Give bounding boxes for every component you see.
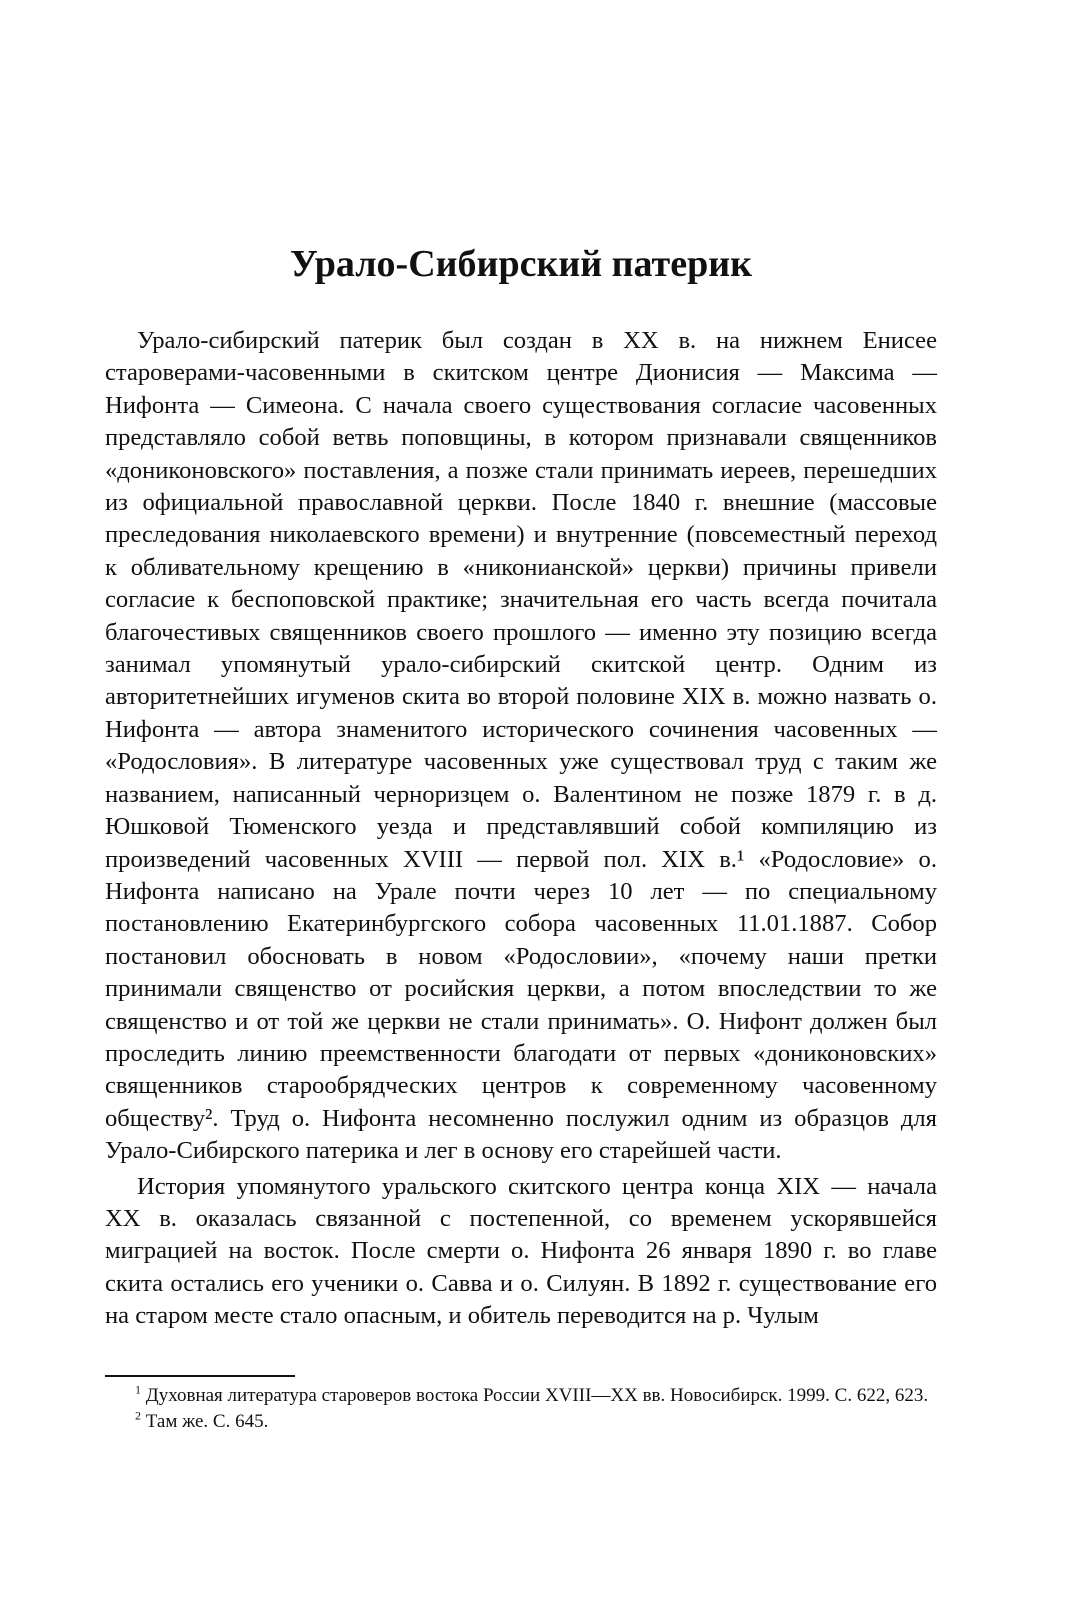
footnote-mark: 1 [135,1382,141,1397]
body-text [105,325,937,1333]
paragraph: История упомянутого уральского скитского центра конца XIX — начала XX в. оказалась связанной с постепенной, со временем ускорявшейся миграцией на восток. После смерти о. Нифонта 26 января 1890 г. во главе скита остались его ученики о. Савва и о. Силуян. В 1892 г. существование его на старом месте стало опасным, и обитель переводится на р. Чулым [105,1172,937,1330]
paragraph: Урало-сибирский патерик был создан в XX в. на нижнем Енисее староверами-часовенными в скитском центре Дионисия — Максима — Нифонта — Симеона. С начала своего существования согласие часовенных представляло собой ветвь поповщины, в котором признавали священников «дониконовского» поставления, а позже стали принимать иереев, перешедших из официальной православной церкви. После 1840 г. внешние (массовые преследования николаевского времени) и внутренние (повсеместный переход к обливательному крещению в «никонианской» церкви) причины привели согласие к беспоповской практике; значительная его часть всегда почитала благочестивых священников своего прошлого — именно эту позицию всегда занимал упомянутый урало-сибирский скитской центр. Одним из авторитетнейших игуменов скита во второй половине XIX в. можно назвать о. Нифонта — автора знаменитого исторического сочинения часовенных — «Родословия». В литературе часовенных уже существовал труд с таким же названием, написанный черноризцем о. Валентином не позже 1879 г. в д. Юшковой Тюменского уезда и представлявший собой компиляцию из произведений часовенных XVIII — первой пол. XIX в.¹ «Родословие» о. Нифонта написано на Урале почти через 10 лет — по специальному постановлению Екатеринбургского собора часовенных 11.01.1887. Собор постановил обосновать в новом «Родословии», «почему наши претки принимали священство от росийския церкви, а потом впоследствии то же священство и от той же церкви не стали принимать». О. Нифонт должен был проследить линию преемственности благодати от первых «дониконовских» священников старообрядческих центров к современному часовенному обществу². Труд о. Нифонта несомненно послужил одним из образцов для Урало-Сибирского патерика и лег в основу его старейшей части. [105,327,937,1165]
footnote [105,1409,937,1435]
page-title: Урало-Сибирский патерик [290,243,752,285]
footnote-text: Там же. С. 645. [145,1411,269,1432]
footnote-text: Духовная литература староверов востока России XVIII—XX вв. Новосибирск. 1999. С. 622, 623. [145,1385,929,1406]
footnotes [105,1383,937,1435]
footnote [105,1383,937,1409]
footnote-mark: 2 [135,1408,141,1423]
footnote-divider [105,1375,295,1377]
